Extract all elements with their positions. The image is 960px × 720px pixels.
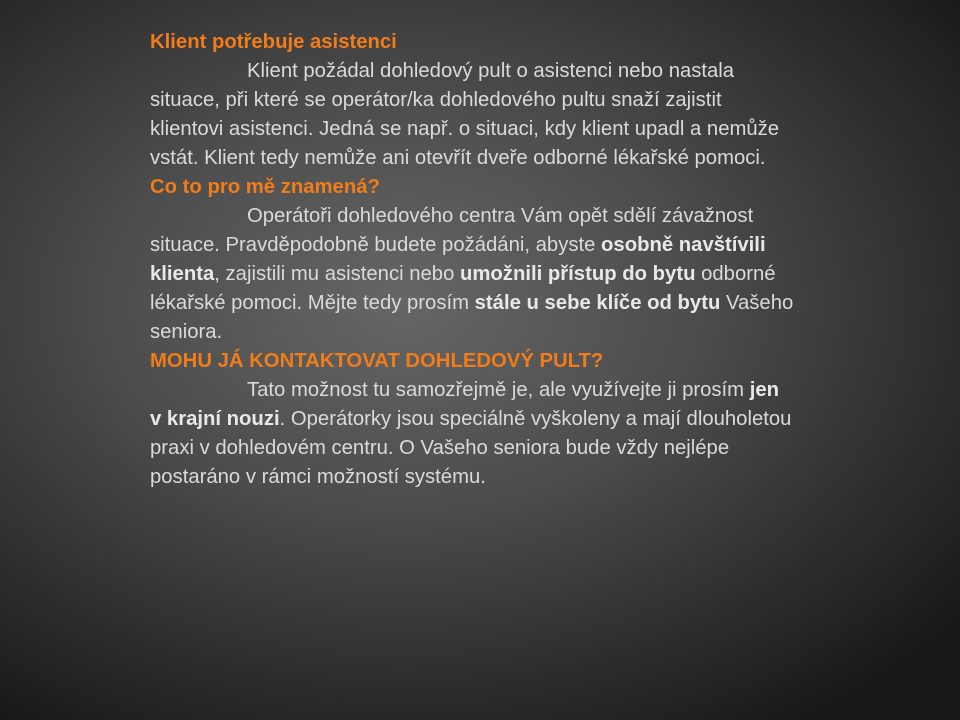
text-span: , zajistili mu asistenci nebo bbox=[214, 263, 460, 285]
paragraph-line bbox=[150, 405, 850, 434]
text-span: Operátoři dohledového centra Vám opět sdělí závažnost bbox=[247, 205, 754, 227]
paragraph-line: praxi v dohledovém centru. O Vašeho seniora bude vždy nejlépe bbox=[150, 437, 730, 459]
section-heading-assistance: Klient potřebuje asistenci bbox=[150, 31, 397, 53]
slide-text-body bbox=[150, 28, 850, 492]
section-heading-what-it-means: Co to pro mě znamená? bbox=[150, 176, 380, 198]
paragraph-line: klientovi asistenci. Jedná se např. o situaci, kdy klient upadl a nemůže bbox=[150, 118, 780, 140]
bold-text: klienta bbox=[150, 263, 215, 285]
bold-text: v krajní nouzi bbox=[150, 408, 280, 430]
text-span: lékařské pomoci. Mějte tedy prosím bbox=[150, 292, 475, 314]
paragraph-line bbox=[150, 289, 850, 318]
text-span: odborné bbox=[695, 263, 776, 285]
section-heading-contact: MOHU JÁ KONTAKTOVAT DOHLEDOVÝ PULT? bbox=[150, 350, 604, 372]
paragraph-line bbox=[150, 202, 850, 231]
bold-text: umožnili přístup do bytu bbox=[460, 263, 696, 285]
paragraph-line bbox=[150, 57, 850, 86]
text-span: . Operátorky jsou speciálně vyškoleny a mají dlouholetou bbox=[279, 408, 792, 430]
text-span: situace. Pravděpodobně budete požádáni, abyste bbox=[150, 234, 602, 256]
paragraph-line: situace, při které se operátor/ka dohledového pultu snaží zajistit bbox=[150, 89, 722, 111]
bold-text: stále u sebe klíče od bytu bbox=[474, 292, 721, 314]
bold-text: jen bbox=[749, 379, 780, 401]
paragraph-line bbox=[150, 376, 850, 405]
paragraph-line: seniora. bbox=[150, 321, 223, 343]
paragraph-line: vstát. Klient tedy nemůže ani otevřít dveře odborné lékařské pomoci. bbox=[150, 147, 766, 169]
bold-text: osobně navštívili bbox=[601, 234, 766, 256]
paragraph-line: postaráno v rámci možností systému. bbox=[150, 466, 486, 488]
text-span: Tato možnost tu samozřejmě je, ale využívejte ji prosím bbox=[247, 379, 750, 401]
text-span: Klient požádal dohledový pult o asistenci nebo nastala bbox=[247, 60, 735, 82]
text-span: Vašeho bbox=[720, 292, 794, 314]
paragraph-line bbox=[150, 231, 850, 260]
paragraph-line bbox=[150, 260, 850, 289]
